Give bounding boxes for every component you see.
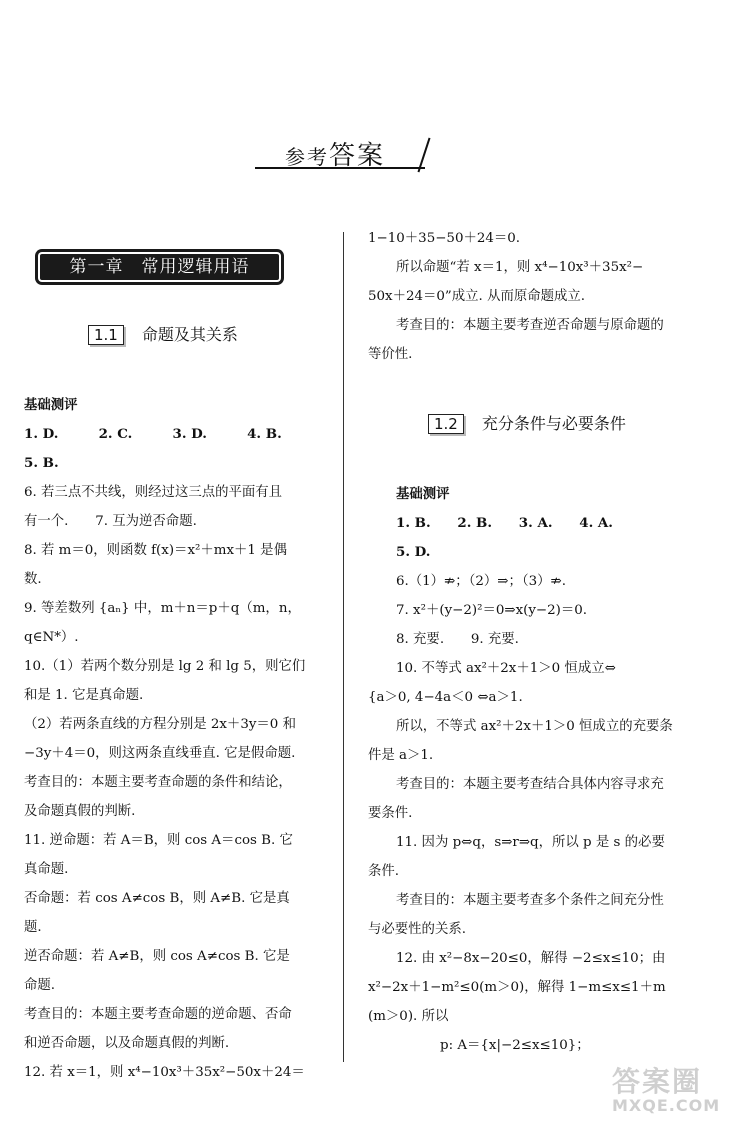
watermark-top: 答案圈 xyxy=(612,1065,703,1098)
answer-line: 10.（1）若两个数分别是 lg 2 和 lg 5，则它们 xyxy=(24,659,306,674)
answer-line: 考查目的：本题主要考查逆否命题与原命题的 xyxy=(396,318,664,333)
subheading: 基础测评 xyxy=(24,397,78,413)
section-number: 1.1 xyxy=(88,325,124,345)
left-column xyxy=(24,391,340,1087)
answer-line: 11. 因为 p⇔q，s⇒r⇒q，所以 p 是 s 的必要 xyxy=(396,835,665,850)
answer-line: 题. xyxy=(24,920,42,935)
answer-line: 件是 a＞1. xyxy=(368,748,434,763)
section-heading-1-2 xyxy=(428,411,626,434)
answer-line: 11. 逆命题：若 A＝B，则 cos A＝cos B. 它 xyxy=(24,833,293,848)
section-title: 命题及其关系 xyxy=(141,325,238,344)
answer-line: 6.（1）⇏；（2）⇒；（3）⇏. xyxy=(396,574,566,589)
answer-line: 5. B. xyxy=(24,455,59,471)
answer-line: 5. D. xyxy=(396,544,431,560)
answer-line: 条件. xyxy=(368,864,400,879)
answer-line: p: A＝{x|−2≤x≤10}； xyxy=(440,1038,590,1053)
answer-line: 12. 由 x²−8x−20≤0，解得 −2≤x≤10；由 xyxy=(396,951,666,966)
answer-line: 和逆否命题，以及命题真假的判断. xyxy=(24,1036,230,1051)
answer-line: 否命题：若 cos A≠cos B，则 A≠B. 它是真 xyxy=(24,891,290,906)
answer-line: 1. D. 2. C. 3. D. 4. B. xyxy=(24,426,282,442)
answer-line: 1. B. 2. B. 3. A. 4. A. xyxy=(396,515,613,531)
answer-line: 12. 若 x＝1，则 x⁴−10x³＋35x²−50x＋24＝ xyxy=(24,1065,305,1080)
answer-line: 所以，不等式 ax²＋2x＋1＞0 恒成立的充要条 xyxy=(396,719,673,734)
answer-line: 考查目的：本题主要考查命题的条件和结论， xyxy=(24,775,292,790)
answer-line: 7. x²＋(y−2)²＝0⇒x(y−2)＝0. xyxy=(396,603,588,618)
answer-line: {a＞0, 4−4a＜0 ⇔a＞1. xyxy=(368,690,523,705)
watermark-bottom: MXQE.COM xyxy=(612,1096,721,1115)
answer-line: 考查目的：本题主要考查结合具体内容寻求充 xyxy=(396,777,664,792)
answer-line: 和是 1. 它是真命题. xyxy=(24,688,144,703)
answer-line: −3y＋4＝0，则这两条直线垂直. 它是假命题. xyxy=(24,746,296,761)
watermark-logo xyxy=(612,1060,742,1120)
answer-line: 命题. xyxy=(24,978,56,993)
answer-line: 8. 若 m＝0，则函数 f(x)＝x²＋mx＋1 是偶 xyxy=(24,543,287,558)
answer-line: 所以命题“若 x＝1，则 x⁴−10x³＋35x²− xyxy=(396,260,644,275)
answer-line: 考查目的：本题主要考查多个条件之间充分性 xyxy=(396,893,664,908)
answer-line: 等价性. xyxy=(368,347,413,362)
answer-line: 考查目的：本题主要考查命题的逆命题、否命 xyxy=(24,1007,292,1022)
chapter-banner: 第一章 常用逻辑用语 xyxy=(38,252,281,282)
answer-line: 逆否命题：若 A≠B，则 cos A≠cos B. 它是 xyxy=(24,949,290,964)
answer-line: 有一个. 7. 互为逆否命题. xyxy=(24,514,197,529)
answer-line: (m＞0). 所以 xyxy=(368,1009,449,1024)
page-title xyxy=(255,135,440,173)
answer-line: 50x＋24＝0”成立. 从而原命题成立. xyxy=(368,289,586,304)
page-title-text: 参考答案 xyxy=(285,141,386,171)
title-underline xyxy=(255,167,425,169)
answer-line: 6. 若三点不共线，则经过这三点的平面有且 xyxy=(24,485,283,500)
answer-line: 9. 等差数列 {aₙ} 中，m＋n＝p＋q（m，n， xyxy=(24,601,301,616)
answer-line: 10. 不等式 ax²＋2x＋1＞0 恒成立⇔ xyxy=(396,661,616,676)
right-column xyxy=(368,480,738,1060)
answer-line: x²−2x＋1−m²≤0(m＞0)，解得 1−m≤x≤1＋m xyxy=(368,980,666,995)
answer-line: 1−10＋35−50＋24＝0. xyxy=(368,231,521,246)
right-column-top xyxy=(368,224,728,369)
answer-line: 要条件. xyxy=(368,806,413,821)
column-divider xyxy=(343,232,344,1062)
answer-line: q∈N*）. xyxy=(24,630,79,645)
answer-line: 数. xyxy=(24,572,42,587)
answer-line: 8. 充要. 9. 充要. xyxy=(396,632,519,647)
section-number: 1.2 xyxy=(428,414,464,434)
answer-line: 及命题真假的判断. xyxy=(24,804,136,819)
answer-line: 真命题. xyxy=(24,862,69,877)
answer-line: 与必要性的关系. xyxy=(368,922,466,937)
section-title: 充分条件与必要条件 xyxy=(481,414,626,433)
section-heading-1-1 xyxy=(88,322,238,345)
answer-line: （2）若两条直线的方程分别是 2x＋3y＝0 和 xyxy=(24,717,296,732)
subheading: 基础测评 xyxy=(396,486,450,502)
